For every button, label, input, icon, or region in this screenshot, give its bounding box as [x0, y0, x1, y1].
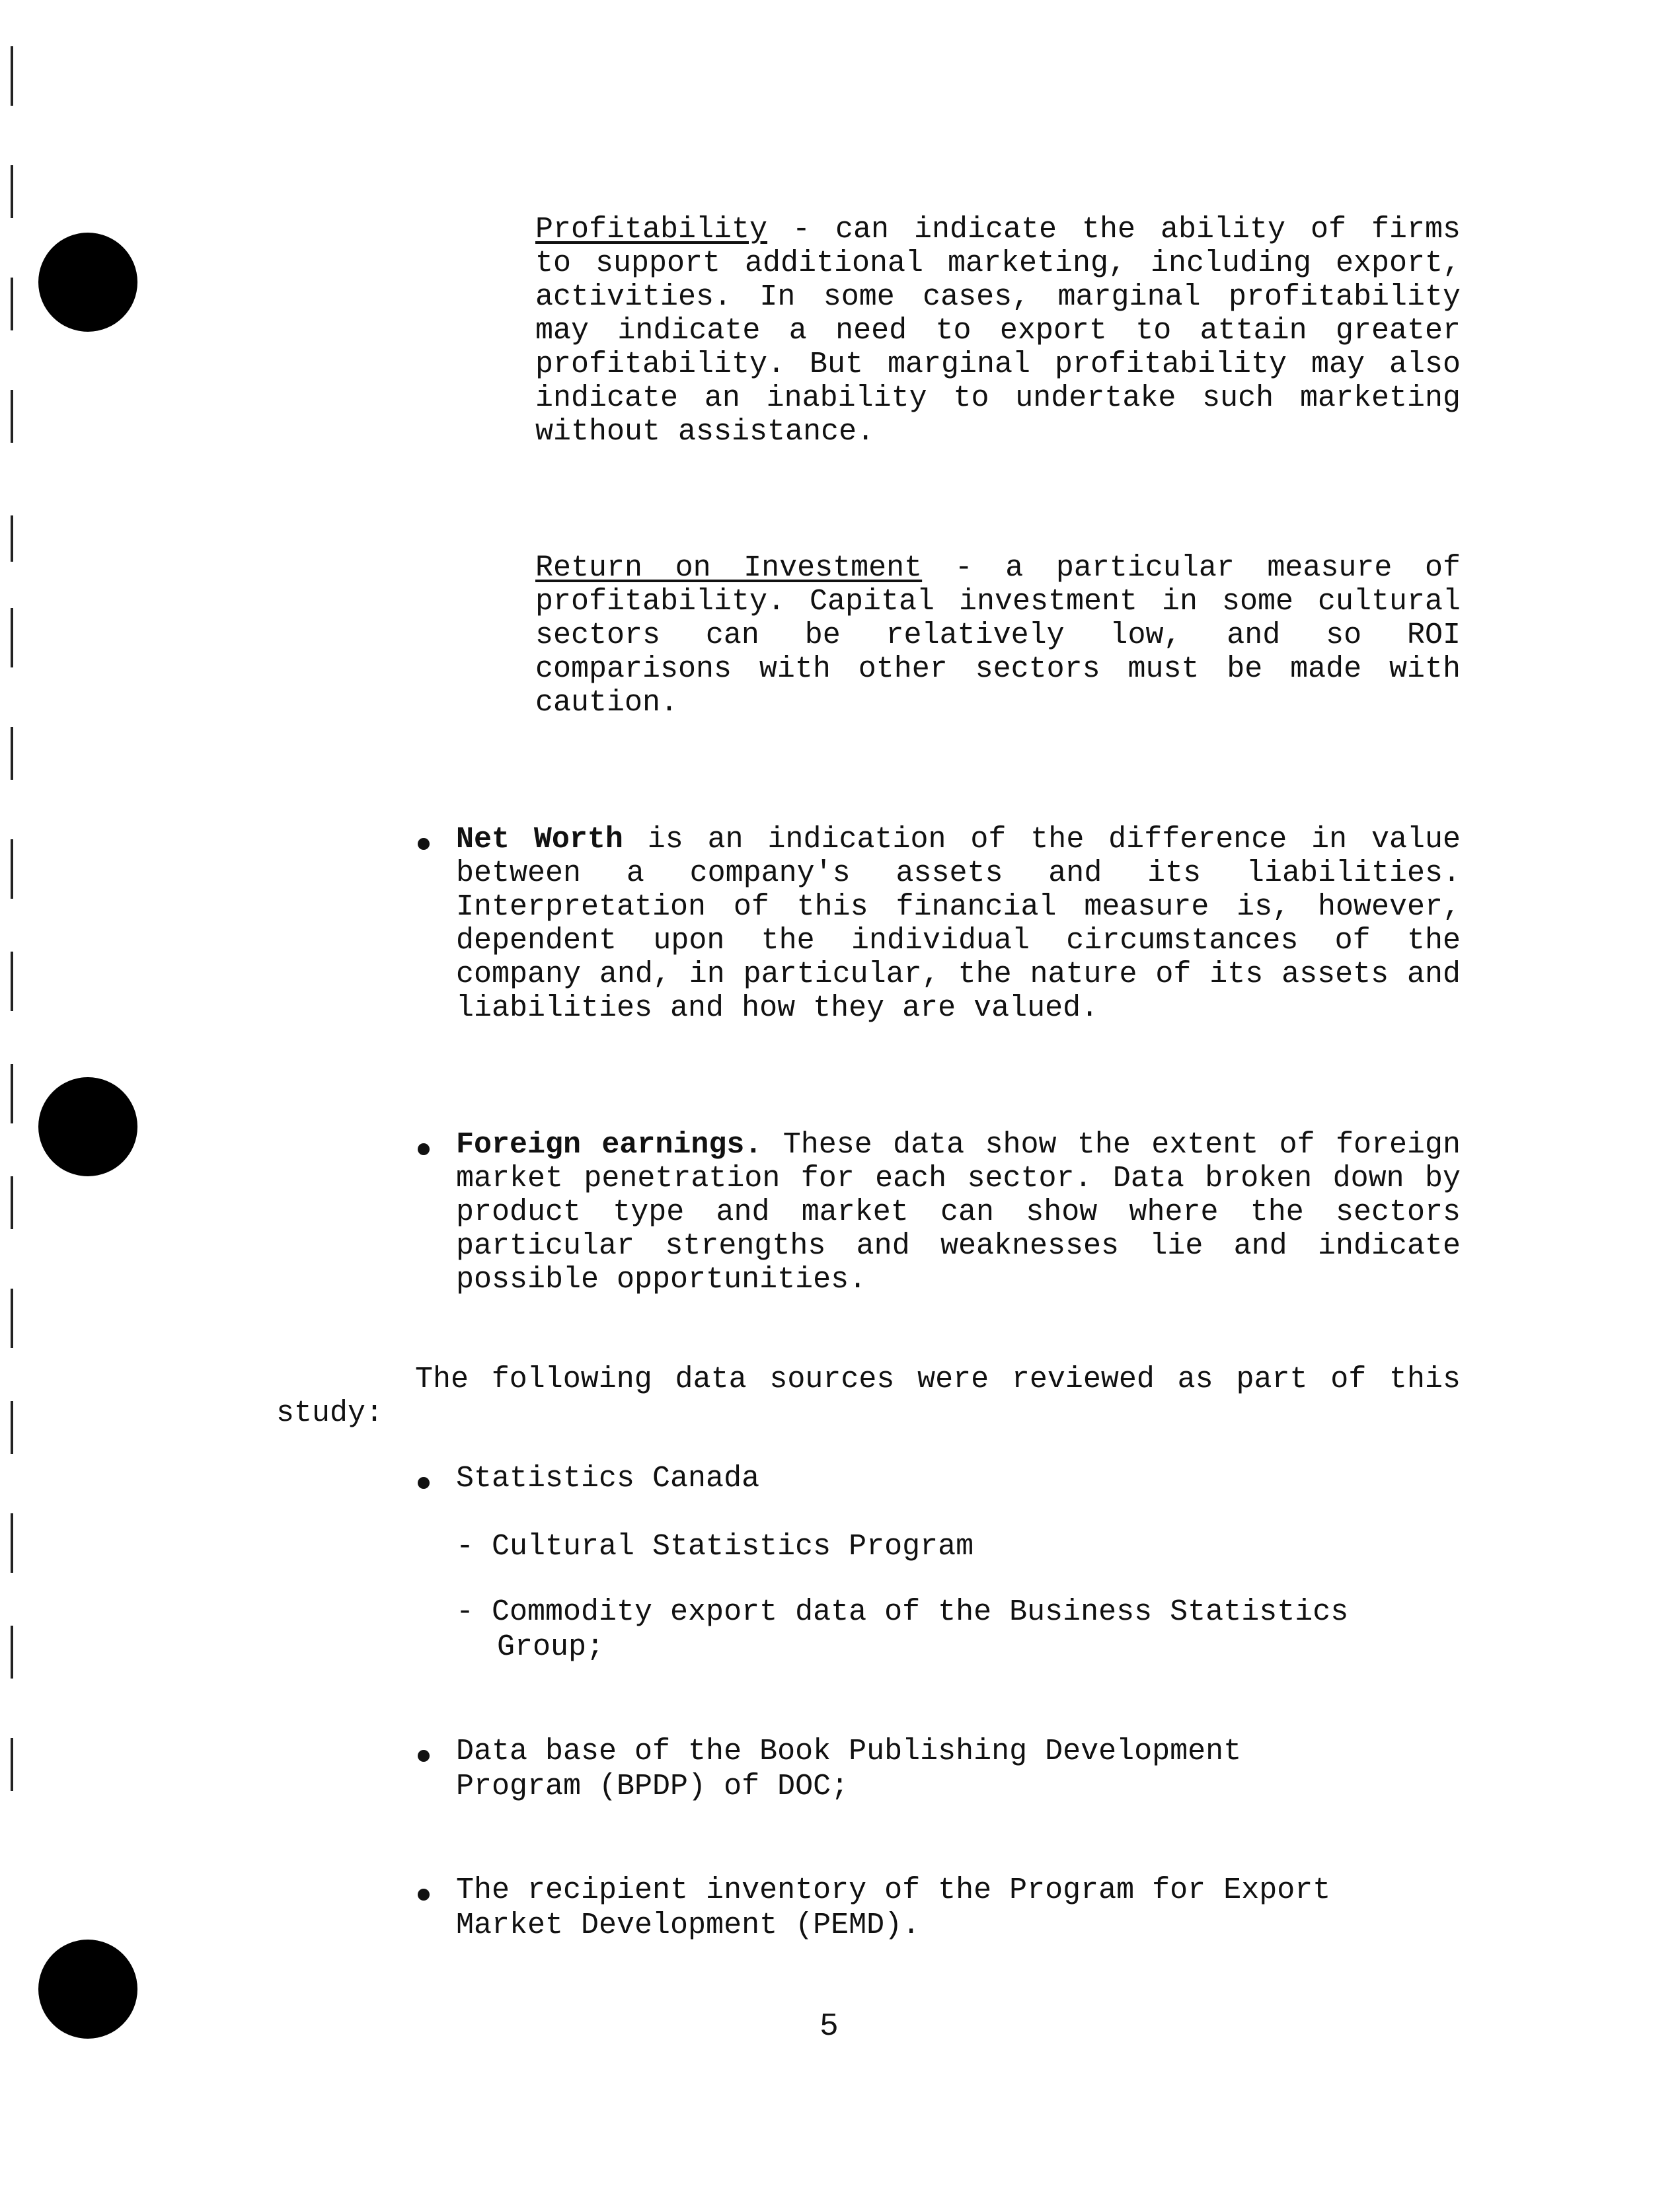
scan-edge-mark — [11, 1738, 13, 1791]
scan-edge-mark — [11, 608, 13, 667]
bullet-dot — [418, 1750, 430, 1762]
bullet-dot — [418, 1477, 430, 1489]
profitability-term: Profitability — [535, 213, 768, 246]
source-pemd-line1: The recipient inventory of the Program for Export — [456, 1873, 1331, 1907]
scan-edge-mark — [11, 1176, 13, 1229]
scan-edge-mark — [11, 515, 13, 562]
source-sub-commodity-export-line2: Group; — [497, 1630, 605, 1664]
scan-edge-mark — [11, 1401, 13, 1454]
binder-hole-top — [38, 233, 137, 332]
scan-edge-mark — [11, 390, 13, 443]
roi-text: - a particular measure of profitability. Capital investment in some cultural sectors can be relatively low, and so ROI comparisons with other sectors must be made with caution. — [535, 551, 1479, 720]
foreign-earnings-text: These data show the extent of foreign market penetration for each sector. Data broken down by product type and market can show where the sectors particular strengths and weaknesses lie and indicate possible opportunities. — [456, 1128, 1479, 1297]
profitability-paragraph — [535, 213, 1479, 449]
source-sub-commodity-export-line1: - Commodity export data of the Business Statistics — [456, 1595, 1349, 1629]
scan-edge-mark — [11, 278, 13, 330]
foreign-earnings-paragraph — [456, 1128, 1479, 1297]
bullet-dot — [418, 1143, 430, 1155]
source-sub-cultural-statistics: - Cultural Statistics Program — [456, 1530, 974, 1564]
source-bpdp-line1: Data base of the Book Publishing Development — [456, 1735, 1242, 1768]
bullet-dot — [418, 838, 430, 850]
net-worth-paragraph — [456, 823, 1479, 1025]
source-statistics-canada: Statistics Canada — [456, 1462, 760, 1495]
profitability-text: - can indicate the ability of firms to support additional marketing, including export, activities. In some cases, marginal profitability may indicate a need to export to attain greater profitability. But marginal profitability may also indicate an inability to undertake such marketing without assistance. — [535, 213, 1479, 449]
roi-term: Return on Investment — [535, 551, 923, 585]
page-number: 5 — [820, 2009, 839, 2045]
net-worth-term: Net Worth — [456, 823, 623, 856]
binder-hole-middle — [38, 1077, 137, 1176]
binder-hole-bottom — [38, 1940, 137, 2039]
bullet-dot — [418, 1889, 430, 1901]
scan-edge-mark — [11, 1064, 13, 1123]
scan-edge-mark — [11, 46, 13, 106]
net-worth-text: is an indication of the difference in value between a company's assets and its liabilities. Interpretation of this financial measure is, however, dependent upon the individual circumstances of the company and, in particular, the nature of its assets and liabilities and how they are valued. — [456, 823, 1479, 1025]
roi-paragraph — [535, 551, 1479, 720]
scan-edge-mark — [11, 1289, 13, 1348]
scan-edge-mark — [11, 1626, 13, 1679]
source-pemd-line2: Market Development (PEMD). — [456, 1909, 921, 1942]
scan-edge-mark — [11, 839, 13, 899]
source-bpdp-line2: Program (BPDP) of DOC; — [456, 1770, 849, 1803]
scan-edge-mark — [11, 952, 13, 1011]
scan-edge-mark — [11, 727, 13, 780]
scan-edge-mark — [11, 1513, 13, 1573]
foreign-earnings-term: Foreign earnings. — [456, 1128, 763, 1162]
data-sources-intro: The following data sources were reviewed as part of this study: — [276, 1363, 1479, 1430]
scan-edge-mark — [11, 165, 13, 218]
